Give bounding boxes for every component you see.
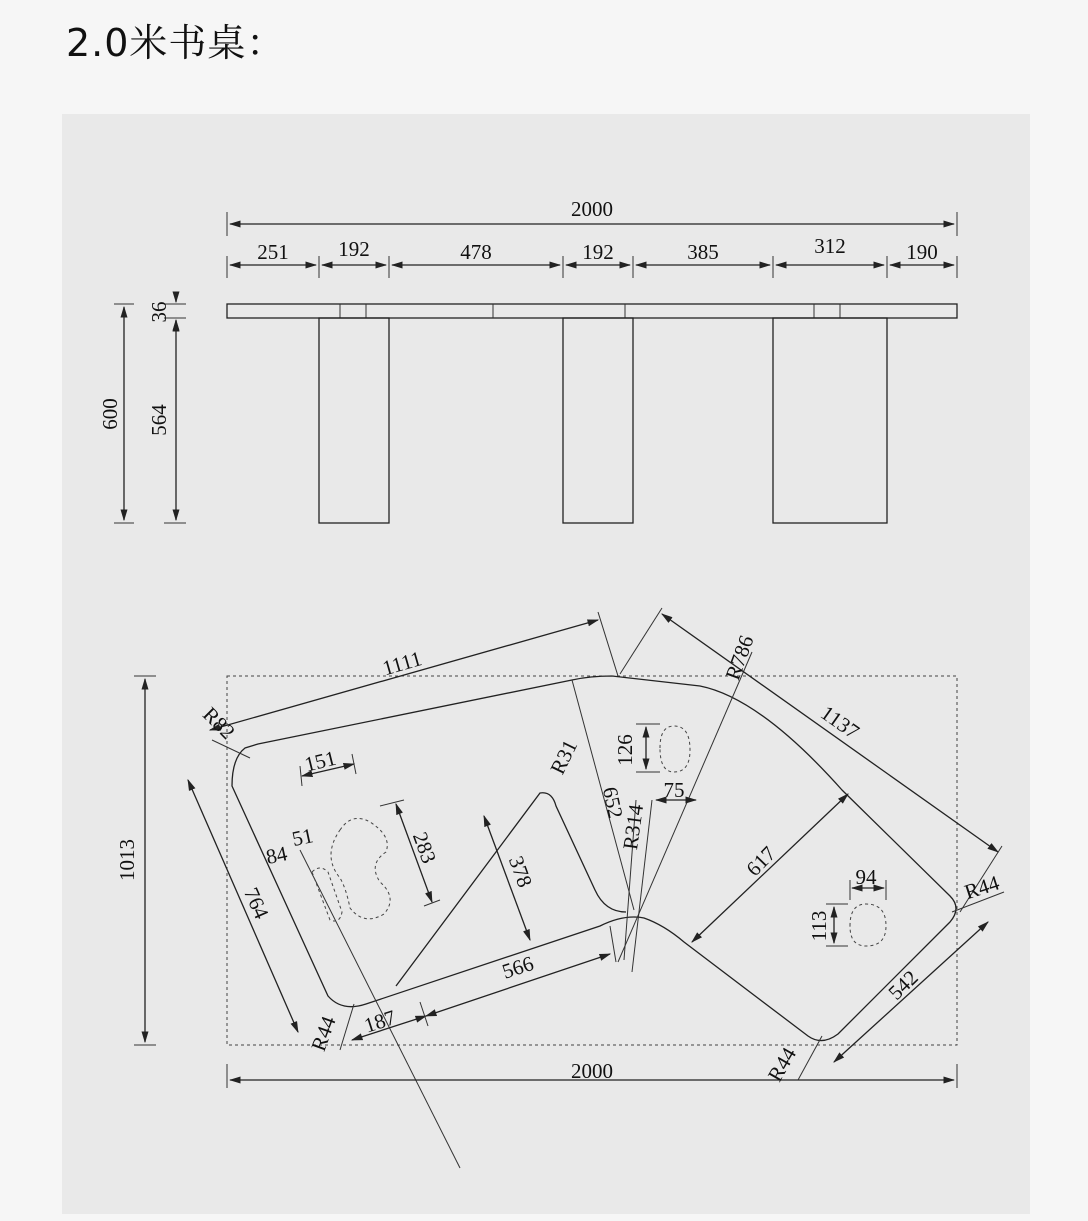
slot-a-label: 84 [263, 841, 290, 870]
inner-front-label: 566 [499, 951, 537, 984]
cutout-c-width-label: 94 [855, 865, 877, 889]
right-front-label: 542 [883, 965, 923, 1005]
elevation-view [98, 197, 957, 523]
plan-depth-label: 1013 [115, 839, 139, 881]
cutout-a-width-label: 151 [302, 745, 339, 777]
plan-overall-width: 2000 [571, 1059, 613, 1083]
radius-label: R44 [306, 1013, 341, 1055]
radius-label: R82 [198, 702, 240, 744]
front-short-label: 187 [361, 1005, 399, 1038]
slot-cutout [312, 868, 342, 921]
plan-view [115, 608, 1004, 1168]
radius-label: R786 [720, 632, 759, 684]
segment-label: 251 [257, 240, 289, 264]
cutout-c-height-label: 113 [807, 910, 831, 942]
radius-label: R44 [762, 1043, 802, 1086]
segment-label: 192 [338, 237, 370, 261]
cutout-middle [660, 726, 690, 772]
total-height-label: 600 [98, 398, 122, 430]
segment-label: 190 [906, 240, 938, 264]
right-edge-label: 1137 [816, 700, 864, 744]
radius-label: R44 [961, 870, 1003, 905]
segment-label: 385 [687, 240, 719, 264]
cutout-right [850, 904, 886, 946]
radius-label: R314 [618, 802, 649, 852]
cutout-a-height-label: 283 [407, 828, 442, 867]
right-wing-depth-label: 617 [741, 841, 781, 881]
elevation-overall-width: 2000 [571, 197, 613, 221]
segment-label: 192 [582, 240, 614, 264]
page-title: 2.0米书桌： [66, 21, 286, 65]
radius-label: R31 [545, 735, 583, 778]
leg-middle [563, 318, 633, 523]
cutout-large [331, 818, 390, 918]
left-edge-label: 1111 [379, 646, 425, 681]
inner-depth-label: 378 [503, 852, 538, 891]
cutout-b-height-label: 126 [613, 734, 637, 766]
top-thickness-label: 36 [147, 301, 171, 323]
back-depth-label: 652 [597, 784, 628, 821]
cutout-b-width-label: 75 [663, 778, 685, 802]
table-top [227, 304, 957, 318]
leg-left [319, 318, 389, 523]
slot-b-label: 51 [289, 823, 316, 852]
segment-label: 312 [814, 234, 846, 258]
segment-label: 478 [460, 240, 492, 264]
left-depth-label: 764 [239, 883, 274, 923]
leg-right [773, 318, 887, 523]
leg-height-label: 564 [147, 404, 171, 436]
